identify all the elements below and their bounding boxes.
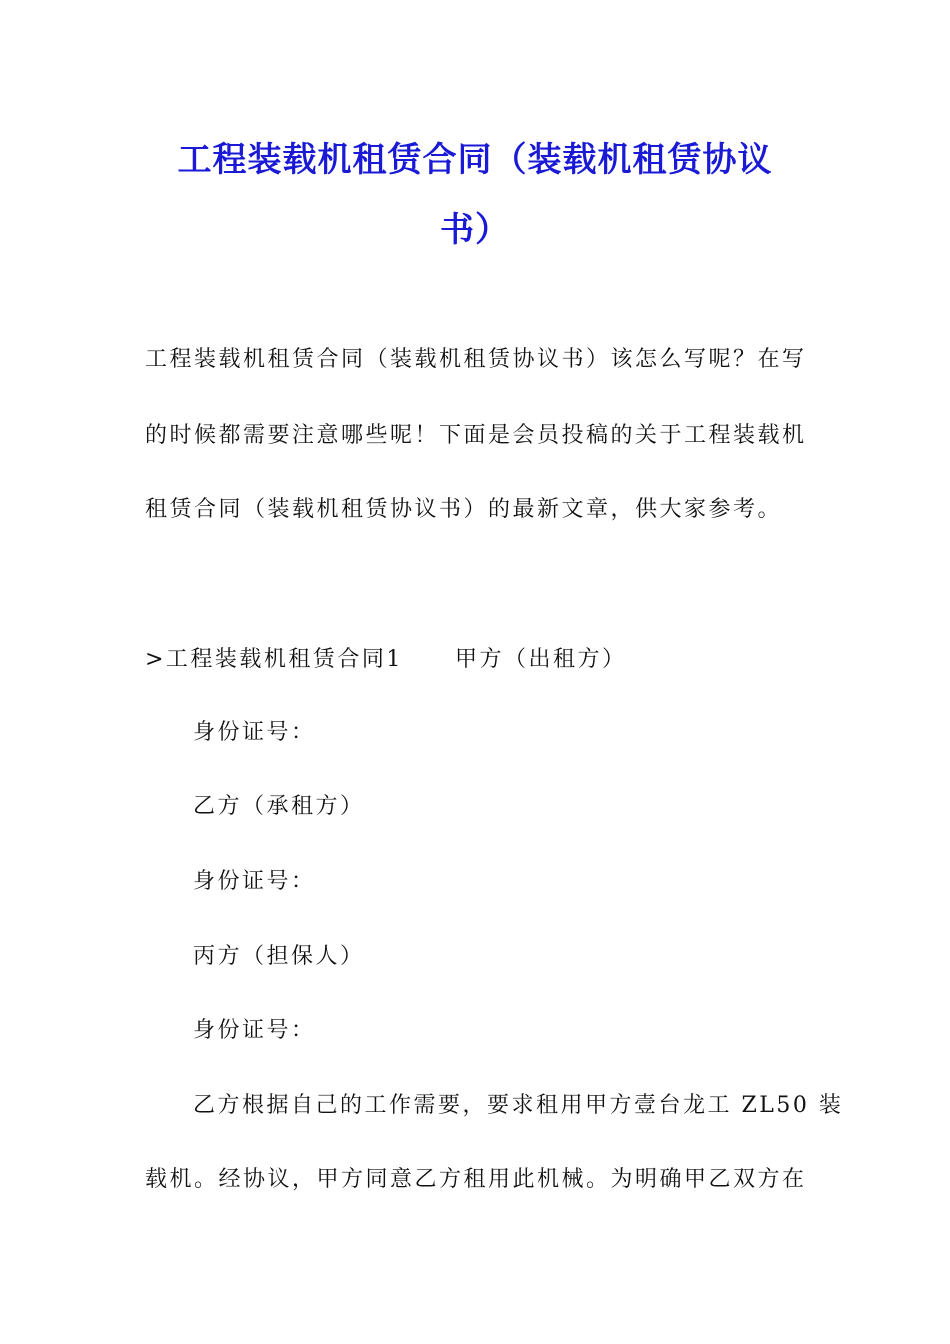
document-title-line-1: 工程装载机租赁合同（装载机租赁协议	[177, 140, 773, 180]
party-a-label: 甲方（出租方）	[454, 647, 627, 672]
party-a-id-label: 身份证号：	[193, 720, 316, 745]
intro-line-1: 工程装载机租赁合同（装载机租赁协议书）该怎么写呢？在写	[145, 347, 807, 372]
party-b-label: 乙方（承租方）	[193, 794, 365, 819]
section-heading-row	[145, 645, 626, 675]
party-c-label: 丙方（担保人）	[193, 944, 365, 969]
party-b-id-label: 身份证号：	[193, 869, 316, 894]
body-paragraph-line-2: 载机。经协议，甲方同意乙方租用此机械。为明确甲乙双方在	[145, 1167, 807, 1192]
body-paragraph-line-1: 乙方根据自己的工作需要，要求租用甲方壹台龙工 ZL50 装	[193, 1093, 844, 1118]
party-c-id-label: 身份证号：	[193, 1018, 316, 1043]
intro-line-3: 租赁合同（装载机租赁协议书）的最新文章，供大家参考。	[145, 497, 783, 522]
section-heading: >工程装载机租赁合同1	[145, 647, 403, 672]
intro-line-2: 的时候都需要注意哪些呢！下面是会员投稿的关于工程装载机	[145, 423, 807, 448]
document-title-line-2: 书）	[440, 210, 510, 250]
